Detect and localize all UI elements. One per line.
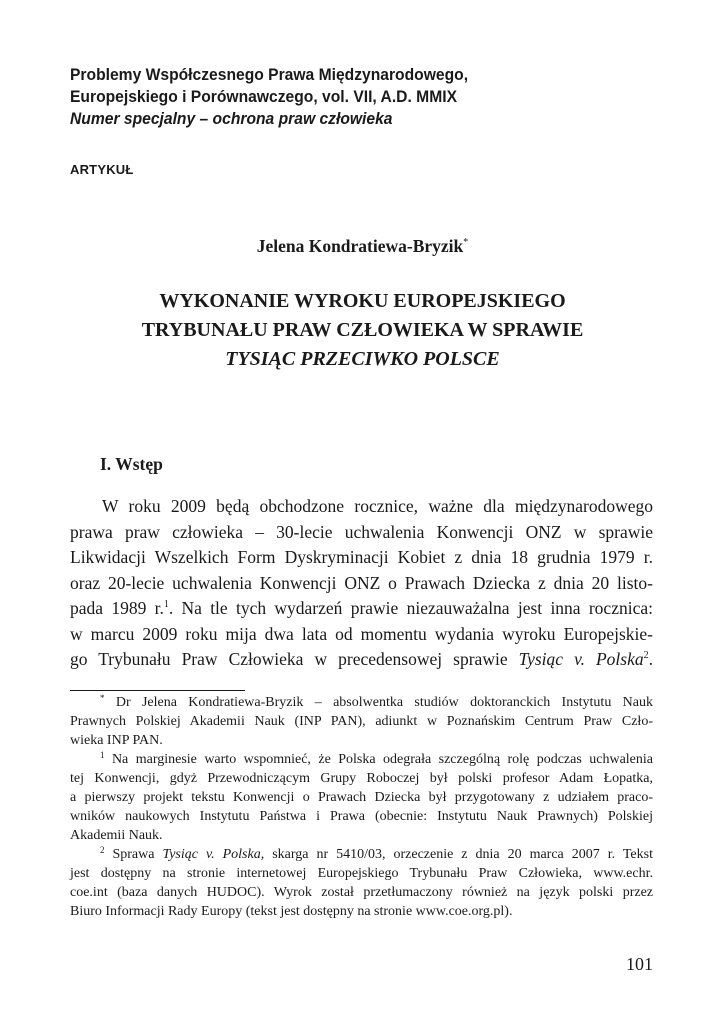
body-line: Likwidacji Wszelkich Form Dyskryminacji Kobiet z dnia 18 grudnia 1979 r. [70,547,653,567]
journal-issue-subtitle: Numer specjalny – ochrona praw człowieka [70,109,393,128]
section-heading: I. Wstęp [100,454,163,474]
article-title-line-3: TYSIĄC PRZECIWKO POLSCE [225,348,500,370]
article-title-line-1: WYKONANIE WYROKU EUROPEJSKIEGO [159,290,566,312]
author-line [0,236,725,257]
footnote-line: a pierwszy projekt tekstu Konwencji o Prawach Dziecka był przygotowany z udziałem praco- [70,790,653,805]
body-text-fragment: go Trybunału Praw Człowieka w precedensowej sprawie [70,649,519,669]
footnote-line: coe.int (baza danych HUDOC). Wyrok został przetłumaczony również na język polski przez [70,885,653,900]
footnote-text: Dr Jelena Kondratiewa-Bryzik – absolwentka studiów doktoranckich Instytutu Nauk [104,695,653,710]
body-paragraph [70,494,653,673]
article-title [0,287,725,374]
footnote-ref-2: 2 [643,650,649,661]
page-number: 101 [626,954,653,974]
footnote-separator [70,690,245,691]
footnote-mark-author: * [100,693,105,703]
author-name: Jelena Kondratiewa-Bryzik [256,236,464,256]
body-line: oraz 20-lecie uchwalenia Konwencji ONZ o Prawach Dziecka z dnia 20 listo- [70,572,653,593]
article-type-label: ARTYKUŁ [70,162,134,177]
footnote-line [70,845,653,864]
body-line [70,596,653,622]
footnote-line: wieka INP PAN. [70,733,163,748]
footnote-ref-1: 1 [163,599,169,610]
journal-header [70,64,622,130]
footnote-line [70,750,653,769]
footnote-line [70,693,653,712]
footnotes [70,693,653,921]
journal-title-line-2: Europejskiego i Porównawczego, vol. VII, A.D. MMIX [70,87,458,106]
footnote-line: wników naukowych Instytutu Państwa i Prawa (obecnie: Instytutu Nauk Prawnych) Polskiej [70,809,653,824]
footnote-line: tej Konwencji, gdyż Przewodniczącym Grupy Roboczej był polski profesor Adam Łopatka, [70,771,653,786]
body-line: w marcu 2009 roku mija dwa lata od momentu wydania wyroku Europejskie- [70,623,653,644]
footnote-text: , skarga nr 5410/03, orzeczenie z dnia 20 marca 2007 r. Tekst [260,847,653,862]
case-name: Tysiąc v. Polska [162,847,261,862]
footnote-line: Prawnych Polskiej Akademii Nauk (INP PAN), adiunkt w Poznańskim Centrum Praw Czło- [70,714,653,729]
body-text-fragment: . Na tle tych wydarzeń prawie niezauważalna jest inna rocznica: [168,598,653,618]
body-line: prawa praw człowieka – 30-lecie uchwalenia Konwencji ONZ w sprawie [70,521,653,542]
body-line: W roku 2009 będą obchodzone rocznice, ważne dla międzynarodowego [102,496,653,516]
author-footnote-mark: * [463,237,469,248]
footnote-line: Akademii Nauk. [70,828,163,843]
footnote-text: Sprawa [104,847,163,862]
footnote-line: Biuro Informacji Rady Europy (tekst jest dostępny na stronie www.coe.org.pl). [70,904,513,919]
body-text-fragment: . [648,649,653,669]
journal-title-line-1: Problemy Współczesnego Prawa Międzynarodowego, [70,65,469,84]
article-title-line-2: TRYBUNAŁU PRAW CZŁOWIEKA W SPRAWIE [141,319,584,341]
footnote-mark-1: 1 [100,750,105,760]
footnote-mark-2: 2 [100,845,105,855]
footnote-line: jest dostępny na stronie internetowej Europejskiego Trybunału Praw Człowieka, www.echr. [70,866,653,881]
body-line [70,647,653,673]
body-text-fragment: pada 1989 r. [70,598,164,618]
case-name: Tysiąc v. Polska [518,649,644,669]
footnote-text: Na marginesie warto wspomnieć, że Polska odegrała szczególną rolę podczas uchwalenia [104,752,653,767]
